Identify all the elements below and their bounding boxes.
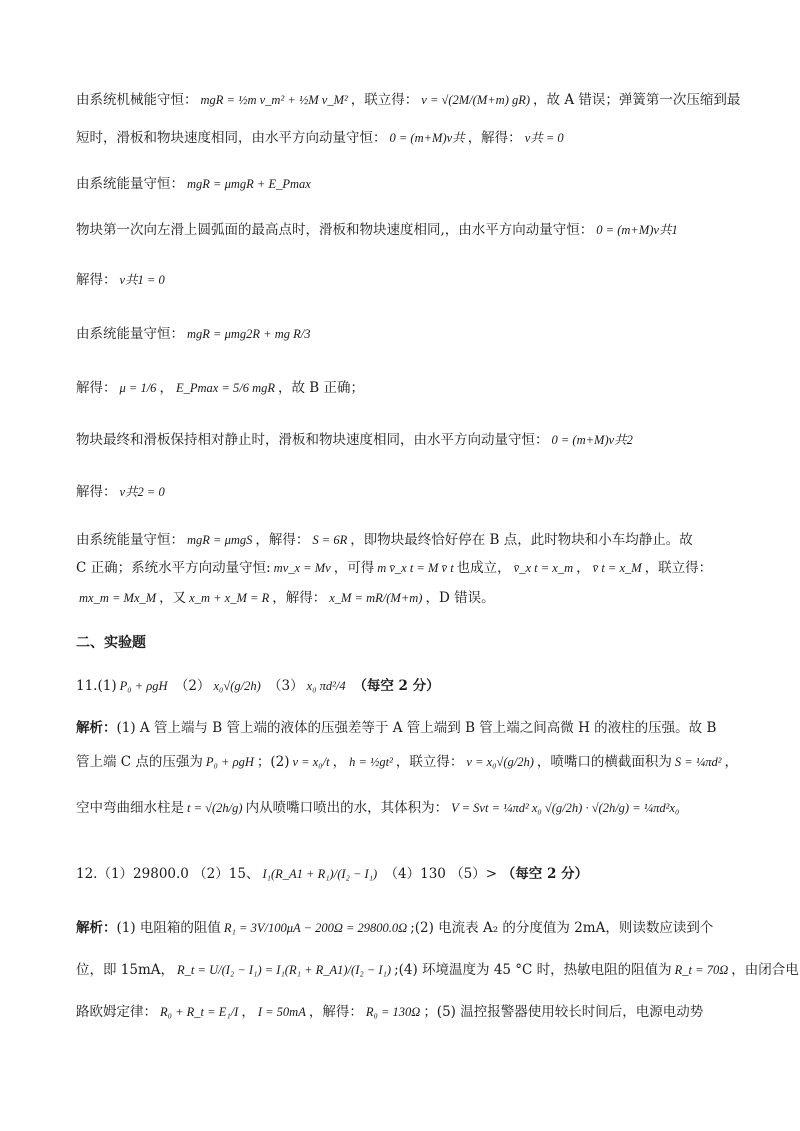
formula: R₀ = 130Ω [365,1005,421,1019]
text-run: ， [241,1004,255,1020]
text-line [76,634,740,653]
text-run: ，可得 [333,560,375,576]
text-run: 解得： [76,380,117,396]
text-line [76,720,740,738]
text-run: 也成立， [456,560,511,576]
formula: v = x₀√(g/2h) [466,755,534,769]
text-run: 由系统能量守恒： [76,326,184,342]
formula: I₁(R_A1 + R₁)/(I₂ − I₁) [262,867,378,881]
formula: x₀√(g/2h) [213,679,261,693]
text-run: 解得： [76,272,117,288]
formula: mx_m = Mx_M [79,591,157,605]
text-line [76,800,740,818]
text-run: ， [576,560,590,576]
text-run: 解得： [76,484,117,500]
text-line [76,176,740,194]
text-run: ， [159,380,173,396]
text-run: ，解得： [308,1004,363,1020]
text-run: ，故 B 正确； [277,380,364,396]
text-run: ，联立得： [644,560,713,576]
text-run: 管上端 C 点的压强为 [76,754,203,770]
text-run: 由系统能量守恒： [76,532,184,548]
text-line [76,484,740,502]
text-line [76,432,740,450]
bold-label: （每空 2 分） [348,678,440,694]
bold-label: 解析： [76,920,117,936]
formula: 0 = (m+M)v共 [389,131,465,145]
text-run: 内从喷嘴口喷出的水，其体积为： [245,800,449,816]
formula: R₀ + R_t = E₁/I [160,1005,239,1019]
formula: x_M = mR/(M+m) [329,591,423,605]
text-run: ， [332,754,347,770]
text-line [76,962,799,980]
text-run: ;(2) 电流表 A₂ 的分度值为 2mA，则读数应读到个 [410,920,714,936]
formula: v共1 = 0 [119,273,165,287]
text-run: 路欧姆定律： [76,1004,157,1020]
text-line [76,920,740,938]
text-run: 位，即 15mA， [76,962,175,978]
bold-label: 解析： [76,720,117,736]
text-run: 12.（1）29800.0 （2）15、 [76,866,260,882]
text-run: ，解得： [272,590,327,606]
text-run: 物块第一次向左滑上圆弧面的最高点时，滑板和物块速度相同,，由水平方向动量守恒： [76,222,594,238]
formula: mgR = μmgR + E_Pmax [187,177,311,191]
formula: v = √(2M/(M+m) gR) [421,93,531,107]
text-run: 物块最终和滑板保持相对静止时，滑板和物块速度相同，由水平方向动量守恒： [76,432,549,448]
formula: v̄ t = x_M [592,561,642,575]
text-run: ，D 错误。 [425,590,495,606]
text-run: ，解得： [255,532,310,548]
text-run: C 正确；系统水平方向动量守恒: [76,560,271,576]
text-line [76,222,740,240]
formula: m v̄_x t = M v̄ t [377,561,454,575]
formula: P₀ + ρgH [119,679,168,693]
text-run: (1) A 管上端与 B 管上端的液体的压强差等于 A 管上端到 B 管上端之间高微 H 的液柱的压强。故 B [116,720,717,736]
text-line [76,1004,740,1022]
text-run: ;(4) 环境温度为 45 °C 时，热敏电阻的阻值为 [394,962,672,978]
text-run: ，由闭合电 [731,962,799,978]
formula: 0 = (m+M)v共1 [596,223,678,237]
text-line [76,754,740,772]
formula: mgR = μmgS [187,533,253,547]
formula: v共 = 0 [524,131,564,145]
text-run: ， [724,754,738,770]
text-line [76,380,740,398]
text-run: 空中弯曲细水柱是 [76,800,184,816]
text-line [76,92,740,110]
formula: R_t = U/(I₂ − I₁) = I₁(R₁ + R_A1)/(I₂ − I₁) [177,963,392,977]
text-line [76,678,740,696]
formula: mv_x = Mv [273,561,331,575]
formula: 0 = (m+M)v共2 [551,433,633,447]
text-line [76,532,740,550]
bold-label: （每空 2 分） [497,866,589,882]
text-run: ，又 [159,590,187,606]
text-run: (1) 电阻箱的阻值 [116,920,221,936]
text-line [76,560,740,578]
formula: v = x₀/t [292,755,330,769]
text-line [76,326,740,344]
text-run: ；(2) [256,754,290,770]
formula: V = Svt = ¼πd² x₀ √(g/2h) · √(2h/g) = ¼πd²x₀ [451,801,680,815]
formula: S = ¼πd² [674,755,722,769]
formula: mgR = μmg2R + mg R/3 [187,327,311,341]
formula: h = ½gt² [349,755,393,769]
text-run: （2） [170,678,211,694]
text-run: ，喷嘴口的横截面积为 [536,754,672,770]
text-run: ，联立得： [395,754,464,770]
formula: E_Pmax = 5/6 mgR [175,381,275,395]
formula: v̄_x t = x_m [513,561,574,575]
text-run: （4）130 （5）> [380,866,498,882]
section-heading: 二、实验题 [76,635,146,651]
formula: x_m + x_M = R [189,591,270,605]
text-run: 由系统能量守恒： [76,176,184,192]
formula: μ = 1/6 [119,381,157,395]
text-run: ，联立得： [350,92,419,108]
text-run: ，解得： [467,130,522,146]
text-line [76,590,740,608]
formula: R_t = 70Ω [674,963,729,977]
text-line [76,272,740,290]
formula: v共2 = 0 [119,485,165,499]
text-run: 短时，滑板和物块速度相同，由水平方向动量守恒： [76,130,387,146]
text-line [76,866,740,884]
text-run: ，故 A 错误；弹簧第一次压缩到最 [533,92,741,108]
text-run: 11.(1) [76,678,117,694]
formula: R₁ = 3V/100μA − 200Ω = 29800.0Ω [223,921,408,935]
text-run: 由系统机械能守恒： [76,92,198,108]
formula: P₀ + ρgH [205,755,254,769]
text-run: （3） [263,678,304,694]
text-line [76,130,740,148]
text-run: ；(5) 温控报警器使用较长时间后，电源电动势 [423,1004,704,1020]
formula: x₀ πd²/4 [306,679,346,693]
formula: mgR = ½m v_m² + ½M v_M² [200,93,348,107]
formula: I = 50mA [257,1005,306,1019]
formula: t = √(2h/g) [187,801,243,815]
formula: S = 6R [312,533,348,547]
text-run: ，即物块最终恰好停在 B 点，此时物块和小车均静止。故 [350,532,693,548]
